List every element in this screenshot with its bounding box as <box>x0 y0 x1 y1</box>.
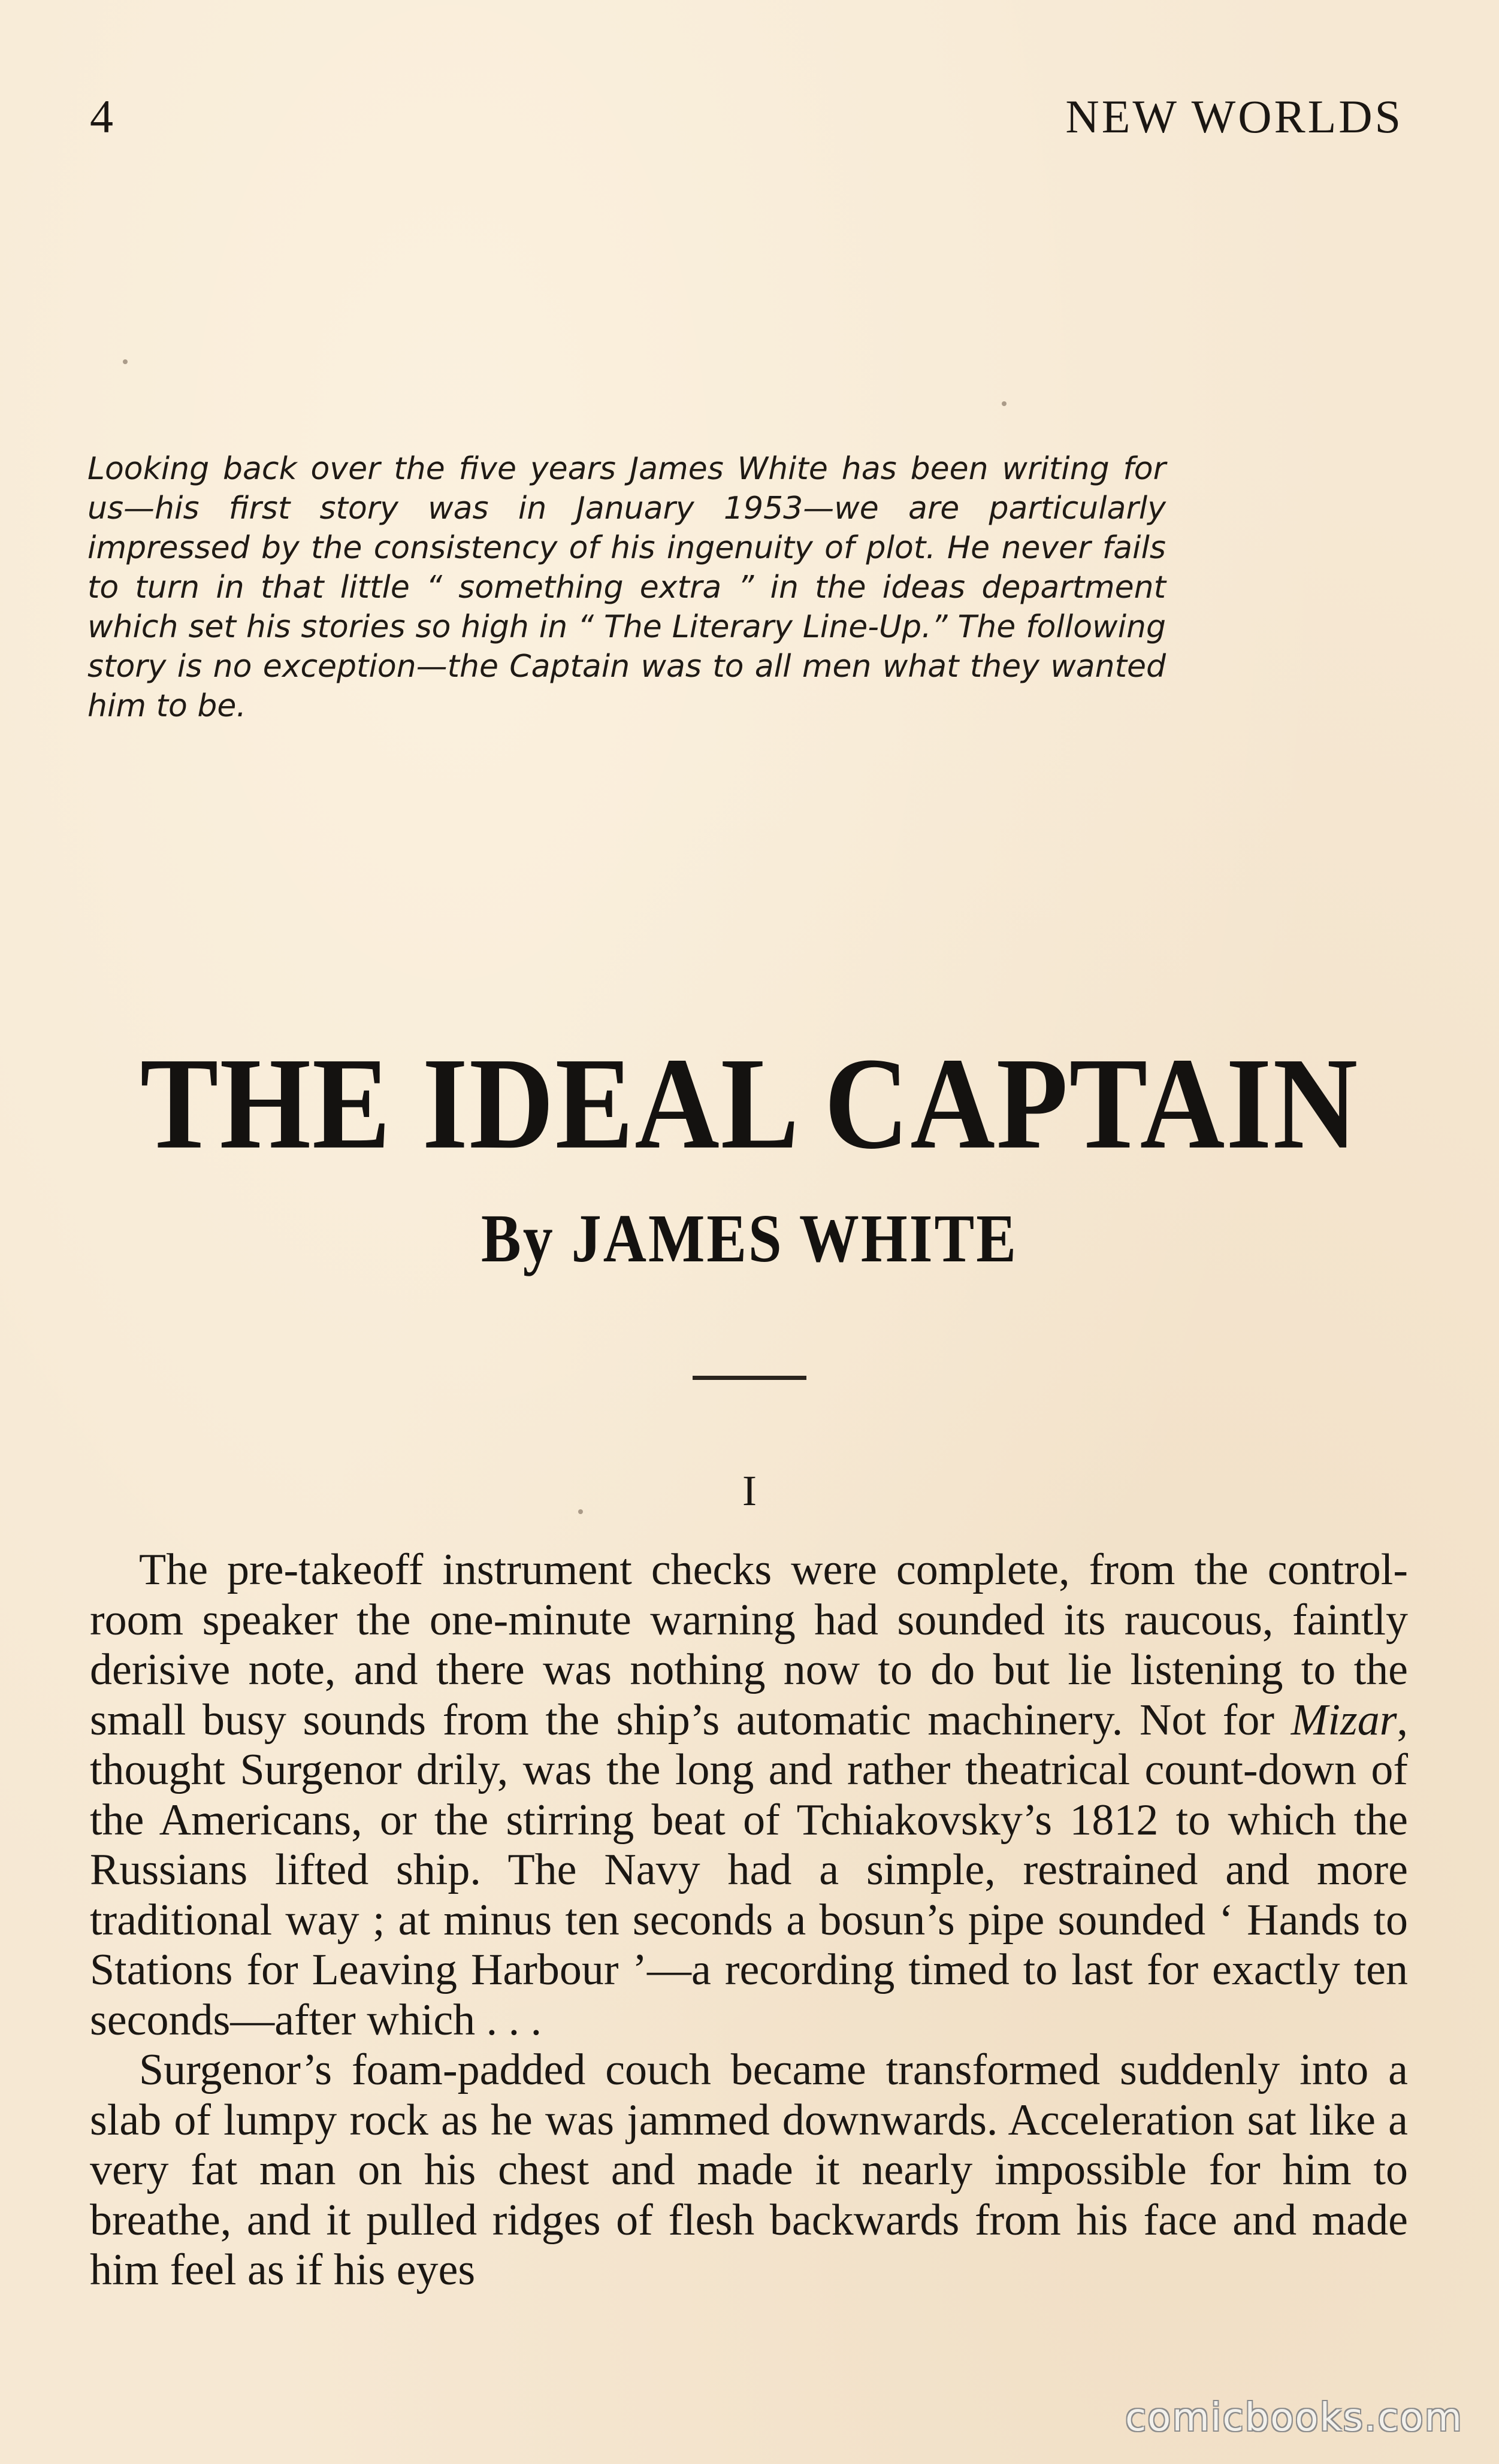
paragraph-text: The pre-takeoff instrument checks were complete, from the control-room speaker the one-minute warning had sounded its raucous, faintly derisive note, and there was nothing now to do but lie listening to the small busy sounds from the ship’s automatic machinery. Not for <box>90 1545 1408 1745</box>
body-paragraph: Surgenor’s foam-padded couch became transformed suddenly into a slab of lumpy rock as he was jammed downwards. Acceleration sat like a very fat man on his chest and made it nearly impossible for him to breathe, and it pulled ridges of flesh backwards from his face and made him feel as if his eyes <box>90 2045 1408 2295</box>
story-body <box>90 1545 1408 2296</box>
story-title: THE IDEAL CAPTAIN <box>140 1030 1359 1177</box>
paper-speck <box>1002 401 1007 406</box>
page-number: 4 <box>90 90 114 143</box>
paragraph-text: , thought Surgenor drily, was the long and rather theatrical count-down of the Americans, or the stirring beat of Tchiakovsky’s 1812 to which the Russians lifted ship. The Navy had a simple, restrained and more traditional way ; at minus ten seconds a bosun’s pipe sounded ‘ Hands to Stations for Leaving Harbour ’—a recording timed to last for exactly ten seconds—after which . . . <box>90 1695 1408 2045</box>
title-divider <box>693 1376 806 1380</box>
paper-speck <box>123 359 128 364</box>
running-head <box>90 90 1403 150</box>
section-number: I <box>742 1467 757 1515</box>
ship-name: Mizar <box>1291 1695 1397 1745</box>
editorial-intro: Looking back over the five years James White has been writing for us—his first story was in January 1953—we are particularly impressed by the consistency of his ingenuity of plot. He never fails to turn in that little “ something extra ” in the ideas department which set his stories so high in “ The Literary Line-Up.” The following story is no exception—the Captain was to all men what they wanted him to be. <box>87 451 1166 724</box>
body-paragraph <box>90 1545 1408 2045</box>
site-watermark: comicbooks.com <box>1125 2396 1463 2440</box>
journal-name: NEW WORLDS <box>1065 90 1403 143</box>
story-byline: By JAMES WHITE <box>481 1200 1018 1277</box>
paper-speck <box>578 1509 583 1514</box>
